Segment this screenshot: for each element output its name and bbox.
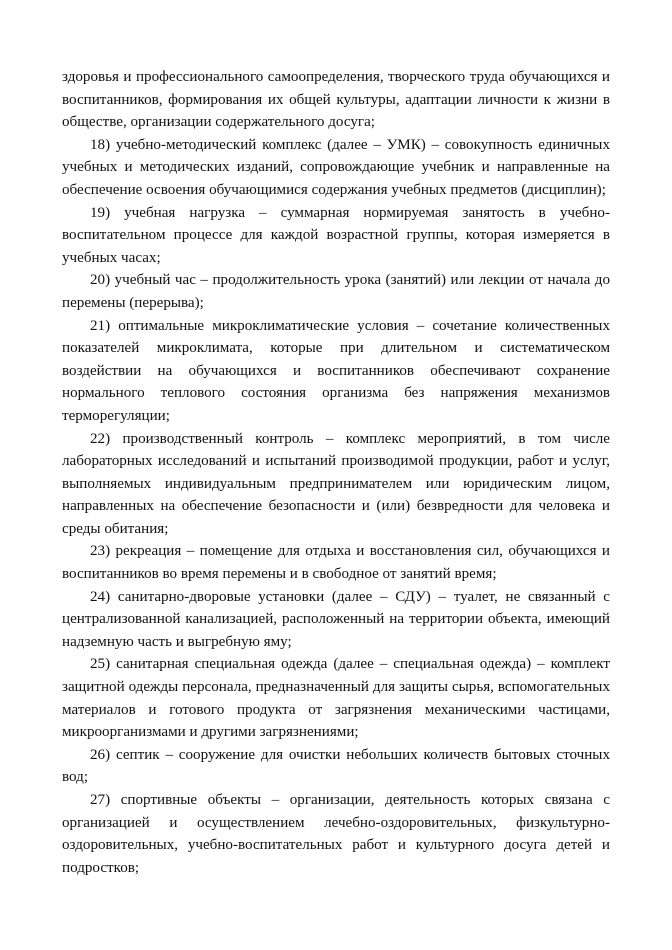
paragraph-item-22: 22) производственный контроль – комплекс мероприятий, в том числе лабораторных исследований и испытаний производимой продукции, работ и услуг, выполняемых индивидуальным предпринимателем или юридическим лицом, направленных на обеспечение безопасности и (или) безвредности для человека и среды обитания;	[62, 430, 610, 537]
paragraph-item-25: 25) санитарная специальная одежда (далее – специальная одежда) – комплект защитной одежды персонала, предназначенный для защиты сырья, вспомогательных материалов и готового продукта от загрязнения механическими частицами, микроорганизмами и другими загрязнениями;	[62, 656, 610, 741]
paragraph-item-20: 20) учебный час – продолжительность урока (занятий) или лекции от начала до перемены (перерыва);	[62, 272, 610, 311]
paragraph-item-26: 26) септик – сооружение для очистки небольших количеств бытовых сточных вод;	[62, 746, 610, 786]
paragraph-item-18: 18) учебно-методический комплекс (далее – УМК) – совокупность единичных учебных и методических изданий, сопровождающие учебник и направленные на обеспечение освоения обучающимися содержания учебных предметов (дисциплин);	[62, 136, 610, 198]
paragraph-item-27: 27) спортивные объекты – организации, деятельность которых связана с организацией и осуществлением лечебно-оздоровительных, физкультурно-оздоровительных, учебно-воспитательных работ и культурного досуга детей и подростков;	[62, 792, 610, 876]
paragraph-item-19: 19) учебная нагрузка – суммарная нормируемая занятость в учебно-воспитательном процессе для каждой возрастной группы, которая измеряется в учебных часах;	[62, 204, 610, 266]
paragraph-item-24: 24) санитарно-дворовые установки (далее – СДУ) – туалет, не связанный с централизованной канализацией, расположенный на территории объекта, имеющий надземную часть и выгребную яму;	[62, 588, 610, 650]
paragraph-item-23: 23) рекреация – помещение для отдыха и восстановления сил, обучающихся и воспитанников во время перемены и в свободное от занятий время;	[62, 543, 610, 583]
paragraph-continuation: здоровья и профессионального самоопределения, творческого труда обучающихся и воспитанников, формирования их общей культуры, адаптации личности к жизни в обществе, организации содержательного досуга;	[62, 69, 610, 131]
document-text	[62, 66, 610, 879]
paragraph-item-21: 21) оптимальные микроклиматические условия – сочетание количественных показателей микроклимата, которые при длительном и систематическом воздействии на обучающихся и воспитанников обеспечивают сохранение нормального теплового состояния организма без напряжения механизмов терморегуляции;	[62, 317, 610, 424]
